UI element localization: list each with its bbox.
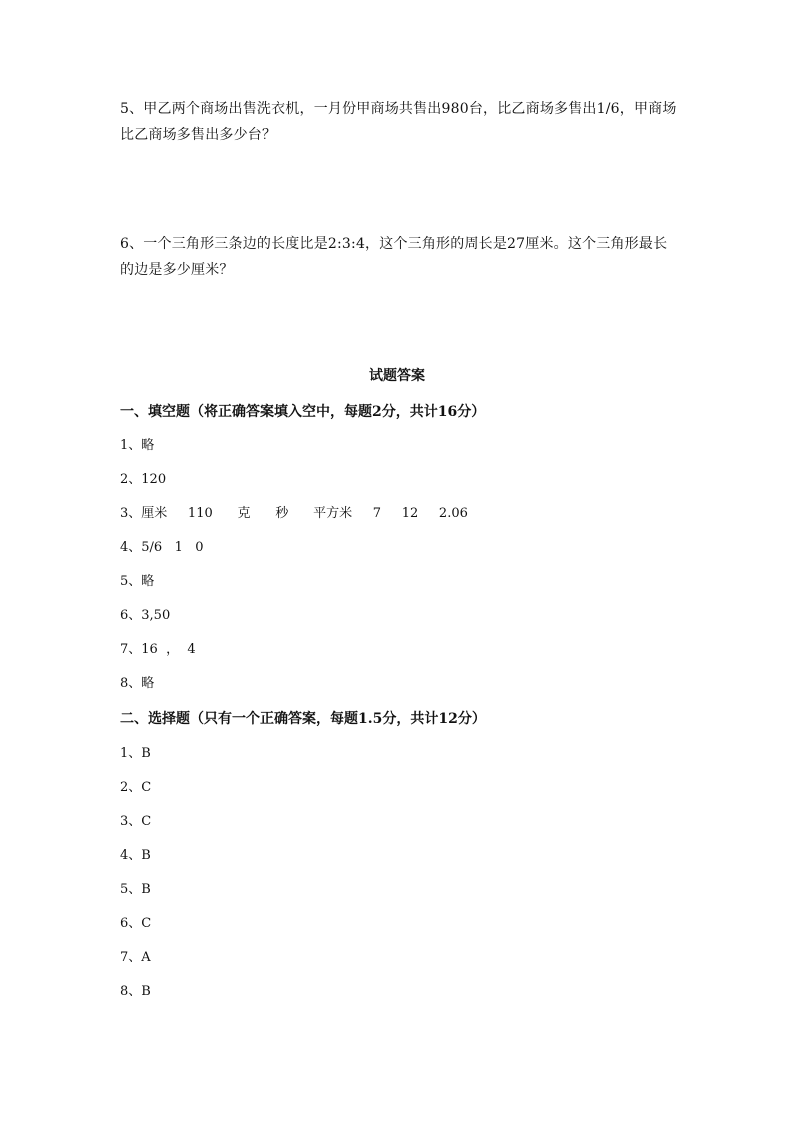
answer-1-5: 5、略 — [120, 574, 155, 589]
answer-1-6: 6、3,50 — [120, 608, 171, 623]
answer-2-2: 2、C — [120, 780, 152, 795]
section-1-heading: 一、填空题（将正确答案填入空中，每题2分，共计16分） — [120, 404, 486, 420]
section-2-heading: 二、选择题（只有一个正确答案，每题1.5分，共计12分） — [120, 711, 486, 727]
question-5: 5、甲乙两个商场出售洗衣机，一月份甲商场共售出980台，比乙商场多售出1/6，甲商场比乙商场多售出多少台？ — [120, 101, 677, 143]
answer-2-6: 6、C — [120, 916, 152, 931]
answer-1-1: 1、略 — [120, 438, 155, 453]
answers-title: 试题答案 — [369, 368, 425, 384]
question-6: 6、一个三角形三条边的长度比是2:3:4，这个三角形的周长是27厘米。这个三角形最长的边是多少厘米？ — [120, 236, 668, 278]
answer-2-4: 4、B — [120, 848, 151, 863]
answer-2-8: 8、B — [120, 984, 151, 999]
answer-1-7: 7、16 ， 4 — [120, 642, 196, 657]
answer-1-3: 3、厘米 110 克 秒 平方米 7 12 2.06 — [120, 506, 468, 521]
answer-1-8: 8、略 — [120, 676, 155, 691]
answer-2-7: 7、A — [120, 950, 151, 965]
answer-2-5: 5、B — [120, 882, 151, 897]
answer-2-1: 1、B — [120, 746, 151, 761]
answer-1-4: 4、5/6 1 0 — [120, 540, 204, 555]
answer-2-3: 3、C — [120, 814, 152, 829]
answer-1-2: 2、120 — [120, 472, 167, 487]
